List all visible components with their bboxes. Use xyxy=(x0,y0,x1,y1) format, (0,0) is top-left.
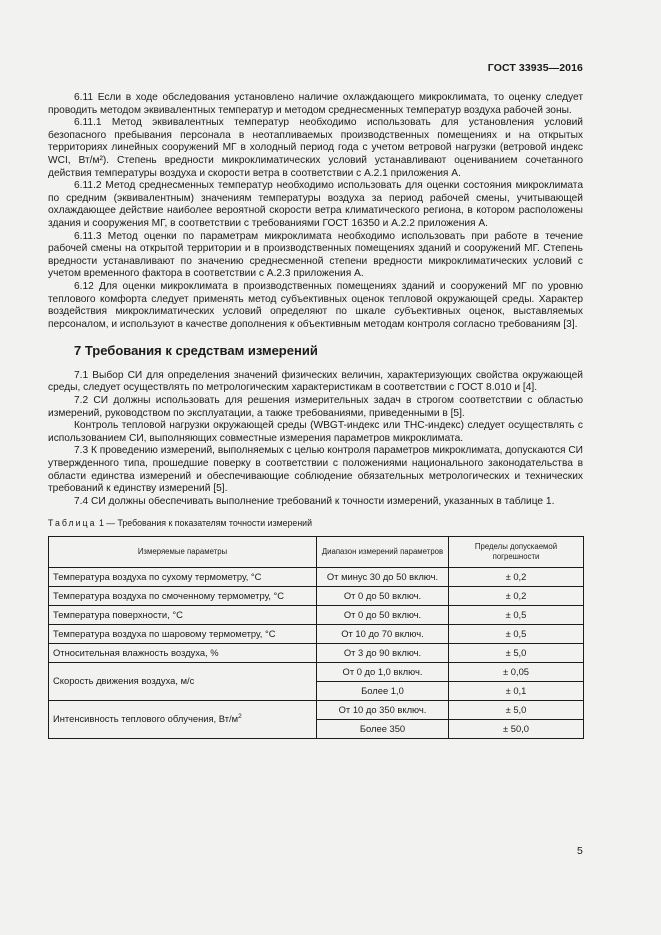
param-superscript: 2 xyxy=(238,713,242,721)
paragraph: 7.3 К проведению измерений, выполняемых с целью контроля параметров микроклимата, допускаются СИ утвержденного типа, прошедшие поверку в соответствии с положениями национального законодательства в области единства измерений и обеспечивающие соблюдение обязательных метрологических и технических требований к единству измерений [5]. xyxy=(48,445,583,495)
range-cell: От 0 до 50 включ. xyxy=(317,606,449,625)
range-cell: Более 350 xyxy=(317,720,449,739)
body-text xyxy=(48,92,583,739)
table-caption xyxy=(48,517,583,530)
param-cell: Температура воздуха по сухому термометру, °С xyxy=(49,568,317,587)
range-cell: От 3 до 90 включ. xyxy=(317,644,449,663)
error-cell: ± 0,2 xyxy=(449,568,584,587)
param-cell: Температура воздуха по шаровому термометру, °С xyxy=(49,625,317,644)
paragraph: 7.2 СИ должны использовать для решения измерительных задач в строгом соответствии с областью измерений, руководством по эксплуатации, а также требованиями, приведенными в [5]. xyxy=(48,395,583,419)
param-cell: Относительная влажность воздуха, % xyxy=(49,644,317,663)
range-cell: Более 1,0 xyxy=(317,682,449,701)
table-row xyxy=(49,587,584,606)
range-cell: От 0 до 50 включ. xyxy=(317,587,449,606)
error-cell: ± 5,0 xyxy=(449,644,584,663)
column-header: Измеряемые параметры xyxy=(49,537,317,568)
table-row xyxy=(49,568,584,587)
page-number: 5 xyxy=(577,845,583,857)
error-cell: ± 0,2 xyxy=(449,587,584,606)
range-cell: От минус 30 до 50 включ. xyxy=(317,568,449,587)
table-caption-text: 1 — Требования к показателям точности измерений xyxy=(98,518,313,529)
table-row xyxy=(49,663,584,682)
table-row xyxy=(49,606,584,625)
param-cell: Температура поверхности, °С xyxy=(49,606,317,625)
error-cell: ± 50,0 xyxy=(449,720,584,739)
table-header-row xyxy=(49,537,584,568)
table-row xyxy=(49,644,584,663)
table-row xyxy=(49,625,584,644)
error-cell: ± 0,5 xyxy=(449,625,584,644)
accuracy-table xyxy=(48,536,584,739)
paragraph: Контроль тепловой нагрузки окружающей среды (WBGT-индекс или THC-индекс) следует осуществлять с использованием СИ, выполняющих совместные измерения параметров микроклимата. xyxy=(48,420,583,444)
column-header: Пределы допускаемой погрешности xyxy=(449,537,584,568)
paragraph: 6.11.1 Метод эквивалентных температур необходимо использовать для установления условий безопасного пребывания персонала в неотапливаемых производственных помещениях и на открытых территориях линейных сооружений МГ в холодный период года с учетом ветровой нагрузки (ветровой индекс WCI, Вт/м²). Степень вредности микроклиматических условий устанавливают оцениванием сочетанного действия температуры воздуха и скорости ветра в соответствии с А.2.1 приложения А. xyxy=(48,117,583,179)
column-header: Диапазон измерений параметров xyxy=(317,537,449,568)
error-cell: ± 5,0 xyxy=(449,701,584,720)
error-cell: ± 0,5 xyxy=(449,606,584,625)
paragraph: 7.1 Выбор СИ для определения значений физических величин, характеризующих свойства окружающей среды, следует осуществлять по метрологическим характеристикам в соответствии с ГОСТ 8.010 и [4]. xyxy=(48,369,583,394)
range-cell: От 0 до 1,0 включ. xyxy=(317,663,449,682)
table-row xyxy=(49,701,584,720)
error-cell: ± 0,1 xyxy=(449,682,584,701)
paragraph: 6.11 Если в ходе обследования установлено наличие охлаждающего микроклимата, то оценку следует проводить методом эквивалентных температур и методом среднесменных температур воздуха рабочей зоны. xyxy=(48,92,583,116)
section-title: 7 Требования к средствам измерений xyxy=(74,343,318,359)
paragraph: 6.11.2 Метод среднесменных температур необходимо использовать для оценки состояния микроклимата по средним (эквивалентным) значениям температуры воздуха за период рабочей смены, учитывающей охлаждающее действие наиболее вероятной скорости ветра климатического региона, в котором расположены здания и сооружения МГ, в соответствии с требованиями ГОСТ 16350 и А.2.2 приложения А. xyxy=(48,180,583,229)
table-caption-word: Таблица xyxy=(48,518,97,529)
param-text: Интенсивность теплового облучения, Вт/м xyxy=(53,713,239,725)
range-cell: От 10 до 350 включ. xyxy=(317,701,449,720)
error-cell: ± 0,05 xyxy=(449,663,584,682)
param-cell xyxy=(49,701,317,739)
standard-header: ГОСТ 33935—2016 xyxy=(487,62,583,74)
param-cell: Температура воздуха по смоченному термометру, °С xyxy=(49,587,317,606)
param-cell: Скорость движения воздуха, м/с xyxy=(49,663,317,701)
paragraph: 6.12 Для оценки микроклимата в производственных помещениях зданий и сооружений МГ по уровню теплового комфорта следует применять метод субъективных оценок тепловой окружающей среды. Характер воздействия микроклиматических условий определяют по шкале субъективных оценок, выставляемых персоналом, и используют в качестве дополнения к объективным методам контроля согласно требованиям [3]. xyxy=(48,280,583,330)
paragraph: 6.11.3 Метод оценки по параметрам микроклимата необходимо использовать при работе в течение рабочей смены на открытой территории и в производственных помещениях зданий и сооружений МГ. Степень вредности устанавливают по значению среднесменной степени вредности микроклиматических условий с учетом временного фактора в соответствии с А.2.3 приложения А. xyxy=(48,230,583,280)
range-cell: От 10 до 70 включ. xyxy=(317,625,449,644)
paragraph: 7.4 СИ должны обеспечивать выполнение требований к точности измерений, указанных в таблице 1. xyxy=(74,495,555,507)
